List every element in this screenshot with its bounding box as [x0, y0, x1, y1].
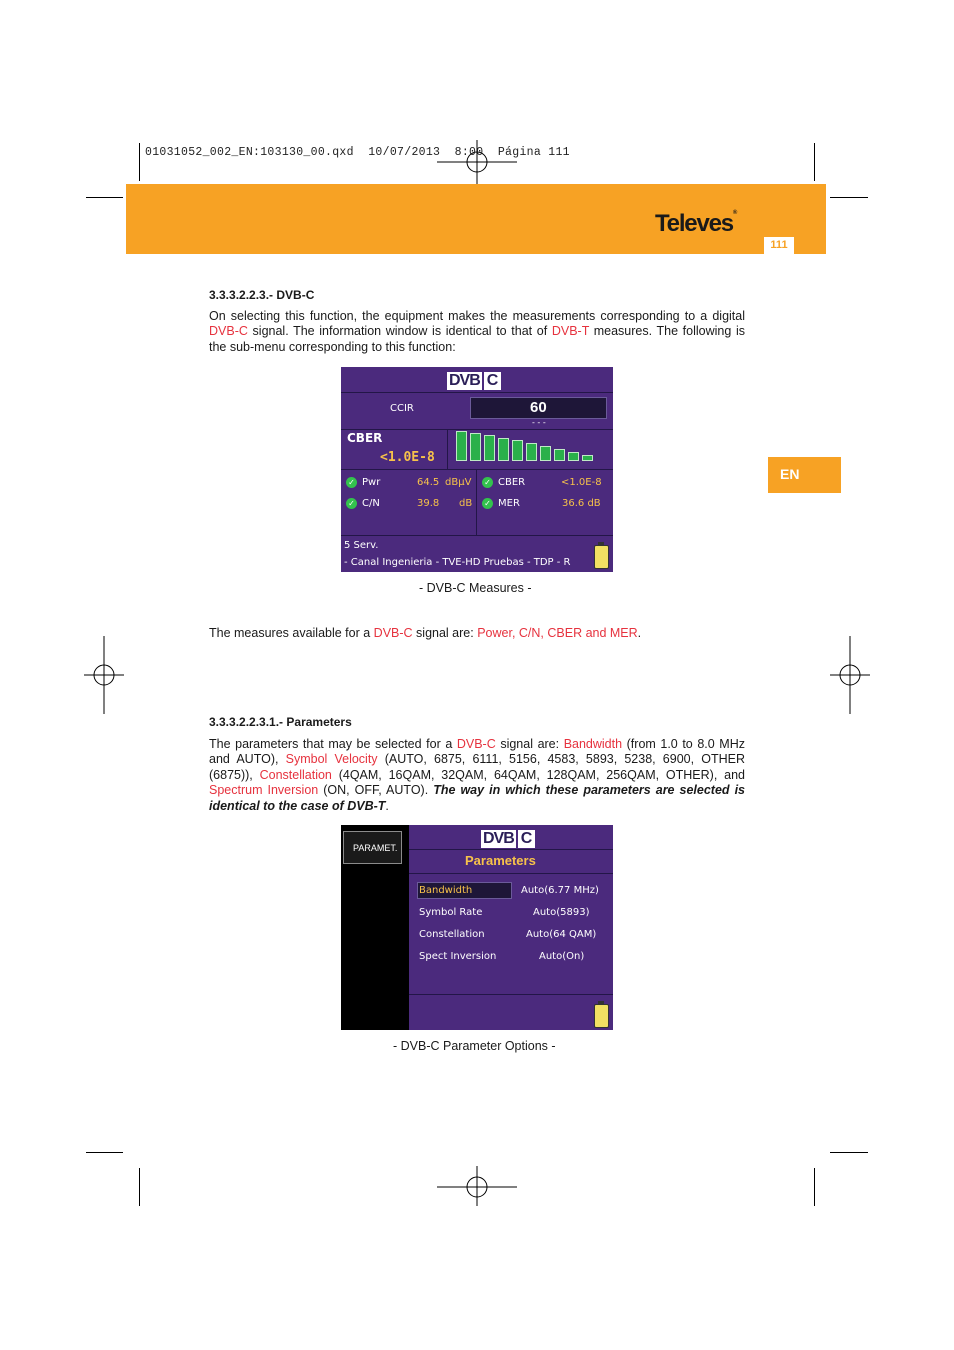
file-info: 01031052_002_EN:103130_00.qxd 10/07/2013 8:00 Página 111 [145, 146, 570, 159]
cber-value: <1.0E-8 [380, 450, 435, 465]
ccir-label: CCIR [390, 403, 414, 414]
param-value-bandwidth[interactable]: Auto(6.77 MHz) [521, 885, 599, 896]
registration-mark-left [84, 636, 124, 714]
language-tab-en: EN [768, 457, 841, 493]
brand-logo: Televes® [655, 210, 738, 237]
registration-mark-right [830, 636, 870, 714]
param-label-symbol-rate[interactable]: Symbol Rate [419, 907, 483, 918]
check-icon: ✓ [482, 477, 493, 488]
param-value-spect-inversion[interactable]: Auto(On) [539, 951, 585, 962]
section-heading: 3.3.3.2.2.3.- DVB-C [209, 288, 315, 302]
parameters-title: Parameters [465, 853, 536, 868]
measure-value-pwr: 64.5 [417, 477, 440, 488]
figure-caption: - DVB-C Parameter Options - [393, 1039, 556, 1053]
cber-level-bar [470, 433, 481, 461]
cber-level-bar [582, 455, 593, 461]
param-label-constellation[interactable]: Constellation [419, 929, 485, 940]
paramet-button[interactable] [343, 831, 402, 864]
service-list: - Canal Ingenieria - TVE-HD Pruebas - TDP - R [344, 557, 571, 568]
divider [476, 469, 477, 535]
paramet-button-label: PARAMET. [353, 843, 398, 853]
cber-level-bar [498, 438, 509, 461]
page-number: 111 [764, 237, 794, 254]
dvbc-logo: DVB C [447, 372, 501, 390]
measure-unit-cn: dB [459, 498, 473, 509]
battery-icon [594, 1004, 609, 1028]
measure-value-cn: 39.8 [417, 498, 440, 509]
measures-sentence: The measures available for a DVB-C signal are: Power, C/N, CBER and MER. [209, 626, 642, 640]
dvbc-parameters-screen [341, 825, 613, 1030]
cber-level-bar [484, 435, 495, 461]
battery-icon [594, 545, 609, 569]
crop-mark [830, 197, 868, 198]
registration-mark-bottom [437, 1166, 517, 1206]
divider [341, 392, 613, 393]
cber-level-bar [456, 431, 467, 461]
measure-name-cn: C/N [362, 498, 380, 509]
cber-bar-graph [456, 431, 608, 461]
crop-mark [139, 143, 140, 181]
check-icon: ✓ [346, 477, 357, 488]
intro-paragraph: On selecting this function, the equipment makes the measurements corresponding to a digital DVB-C signal. The information window is identical to that of DVB-T measures. The following is the sub-menu corresponding to this function: [209, 309, 745, 354]
divider [409, 873, 613, 874]
measure-name-pwr: Pwr [362, 477, 381, 488]
measure-value-mer: 36.6 dB [562, 498, 601, 509]
dvbc-logo: DVB C [481, 830, 535, 848]
param-value-constellation[interactable]: Auto(64 QAM) [526, 929, 597, 940]
cber-level-bar [554, 449, 565, 461]
check-icon: ✓ [346, 498, 357, 509]
divider [447, 429, 448, 469]
channel-subtext: - - - [532, 418, 546, 427]
figure-caption: - DVB-C Measures - [419, 581, 532, 595]
divider [409, 849, 613, 850]
crop-mark [86, 1152, 123, 1153]
crop-mark [139, 1168, 140, 1206]
param-value-symbol-rate[interactable]: Auto(5893) [533, 907, 590, 918]
crop-mark [830, 1152, 868, 1153]
crop-mark [86, 197, 123, 198]
param-label-spect-inversion[interactable]: Spect Inversion [419, 951, 497, 962]
cber-level-bar [526, 443, 537, 461]
services-count: 5 Serv. [344, 540, 379, 551]
divider [341, 469, 613, 470]
cber-level-bar [568, 452, 579, 461]
measure-unit-pwr: dBµV [445, 477, 472, 488]
measure-value-cber: <1.0E-8 [561, 477, 602, 488]
param-label-bandwidth: Bandwidth [419, 885, 473, 896]
divider [341, 535, 613, 536]
parameters-panel [409, 825, 613, 1030]
channel-display [470, 397, 607, 419]
divider [409, 994, 613, 995]
cber-level-bar [540, 446, 551, 461]
section-heading: 3.3.3.2.2.3.1.- Parameters [209, 715, 352, 729]
cber-level-bar [512, 440, 523, 461]
dvbc-measures-screen [341, 367, 613, 572]
check-icon: ✓ [482, 498, 493, 509]
measure-name-mer: MER [498, 498, 520, 509]
parameters-paragraph: The parameters that may be selected for a DVB-C signal are: Bandwidth (from 1.0 to 8.0 MHz and AUTO), Symbol Velocity (AUTO, 6875, 6111, 5156, 4583, 5893, 5238, 6900, OTHER (6875)), Constellation (4QAM, 16QAM, 32QAM, 64QAM, 128QAM, 256QAM, OTHER), and Spectrum Inversion (ON, OFF, AUTO). The way in which these parameters are selected is identical to the case of DVB-T. [209, 737, 745, 813]
channel-value: 60 [530, 399, 547, 416]
crop-mark [814, 1168, 815, 1206]
divider [341, 429, 613, 430]
crop-mark [814, 143, 815, 181]
cber-label: CBER [347, 431, 383, 445]
measure-name-cber: CBER [498, 477, 526, 488]
